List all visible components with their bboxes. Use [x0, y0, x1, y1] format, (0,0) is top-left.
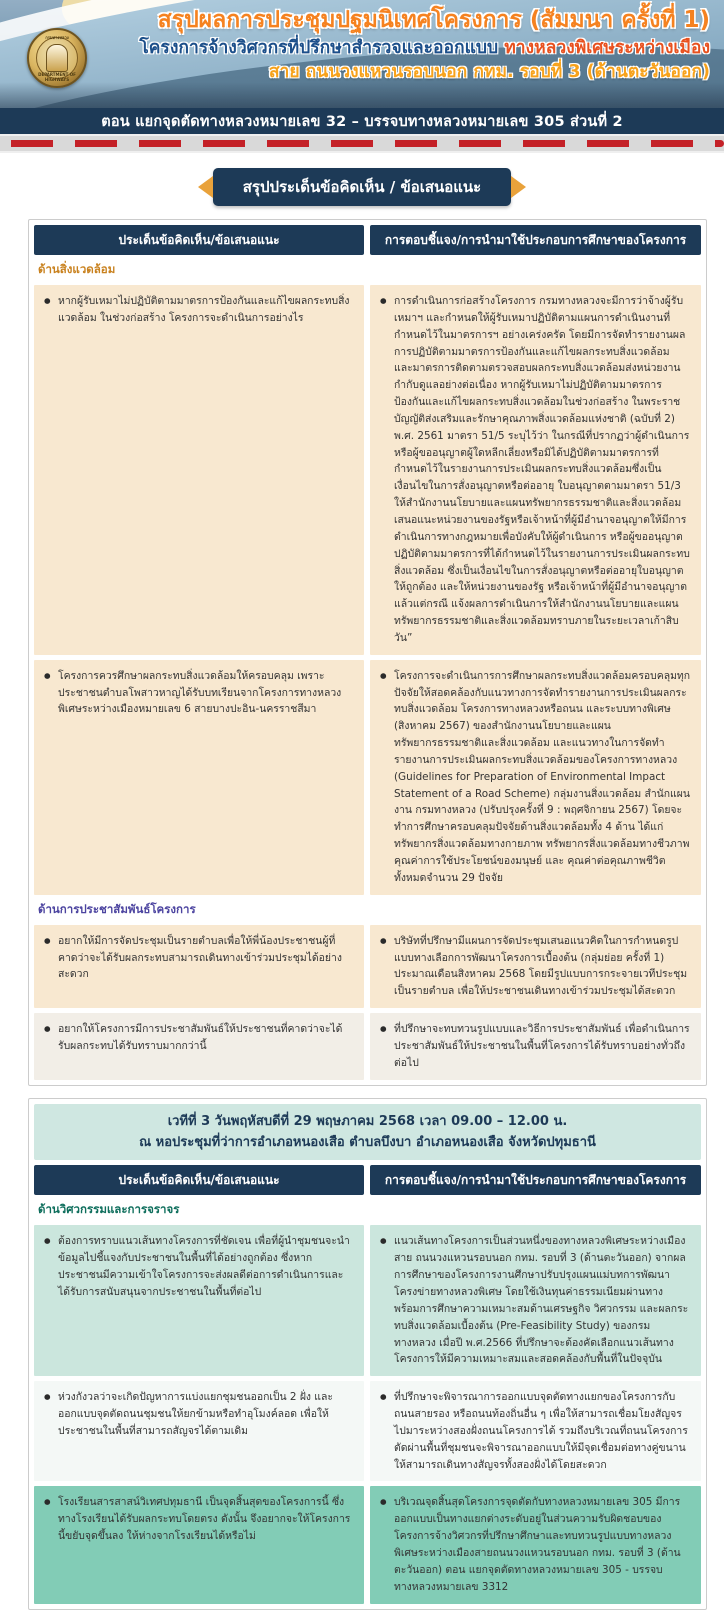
seal-text-bottom: DEPARTMENT OF HIGHWAYS	[38, 72, 76, 82]
table-row	[34, 1013, 701, 1080]
table-row	[34, 925, 701, 1008]
forum3-title-band	[34, 1104, 701, 1161]
project-title-red: ทางหลวงพิเศษระหว่างเมือง	[504, 38, 710, 59]
route-title: สาย ถนนวงแหวนรอบนอก กทม. รอบที่ 3 (ด้านตะวันออก)	[268, 61, 710, 82]
comment-cell: ● โครงการควรศึกษาผลกระทบสิ่งแวดล้อมให้ครอบคลุม เพราะประชาชนตำบลโพสาวหาญได้รับบทเรียนจากโครงการทางหลวงพิเศษระหว่างเมืองหมายเลข 6 สายบางปะอิน-นครราชสีมา	[34, 660, 364, 895]
section-label-engineering-traffic: ด้านวิศวกรรมและการจราจร	[38, 1202, 180, 1217]
response-cell: ● แนวเส้นทางโครงการเป็นส่วนหนึ่งของทางหลวงพิเศษระหว่างเมือง สาย ถนนวงแหวนรอบนอก กทม. รอบที่ 3 (ด้านตะวันออก) จากผลการศึกษาของโครงการงานศึกษาปรับปรุงแผนแม่บทการพัฒนาโครงข่ายทางหลวงพิเศษ โดยใช้เงินทุนค่าธรรมเนียมผ่านทาง พร้อมการศึกษาความเหมาะสมด้านเศรษฐกิจ วิศวกรรม และผลกระทบสิ่งแวดล้อมเบื้องต้น (Pre-Feasibility Study) ของกรมทางหลวง เมื่อปี พ.ศ.2566 ที่ปรึกษาจะต้องคัดเลือกแนวเส้นทางโครงการให้มีความเหมาะสมและสอดคล้องกับพื้นที่ในปัจจุบัน	[370, 1225, 701, 1376]
comment-cell: ● อยากให้มีการจัดประชุมเป็นรายตำบลเพื่อให้พี่น้องประชาชนผู้ที่คาดว่าจะได้รับผลกระทบสามารถเดินทางเข้าร่วมประชุมได้อย่างสะดวก	[34, 925, 364, 1008]
barrier-stripe	[0, 134, 724, 153]
seal-text-top: กรมทางหลวง	[45, 35, 69, 40]
response-cell: ● ที่ปรึกษาจะพิจารณาการออกแบบจุดตัดทางแยกของโครงการกับถนนสายรอง หรือถนนท้องถิ่นอื่น ๆ เพื่อให้สามารถเชื่อมโยงสัญจรไปมาระหว่างสองฝั่งถนนโครงการได้ รวมถึงบริเวณที่ถนนโครงการตัดผ่านพื้นที่ชุมชนจะพิจารณาออกแบบให้มีจุดเชื่อมต่อทางคู่ขนานให้สามารถเดินทางสัญจรทั้งสองฝั่งได้โดยสะดวก	[370, 1381, 701, 1481]
table1-col-header-left: ประเด็นข้อคิดเห็น/ข้อเสนอแนะ	[34, 225, 364, 255]
summary-banner-wrap	[0, 168, 724, 206]
comment-cell-highlighted: ● โรงเรียนสารสาสน์วิเทศปทุมธานี เป็นจุดสิ้นสุดของโครงการนี้ ซึ่งทางโรงเรียนได้รับผลกระทบโดยตรง ดังนั้น จึงอยากจะให้โครงการนี้ขยับจุดขึ้นลง ให้ห่างจากโรงเรียนได้หรือไม่	[34, 1486, 364, 1603]
section-route-band: ตอน แยกจุดตัดทางหลวงหมายเลข 32 – บรรจบทางหลวงหมายเลข 305 ส่วนที่ 2	[0, 108, 724, 134]
table-row	[34, 1381, 701, 1481]
summary-title-banner: สรุปประเด็นข้อคิดเห็น / ข้อเสนอแนะ	[213, 168, 512, 206]
response-cell-highlighted: ● บริเวณจุดสิ้นสุดโครงการจุดตัดกับทางหลวงหมายเลข 305 มีการออกแบบเป็นทางแยกต่างระดับอยู่ในส่วนความรับผิดชอบของโครงการจ้างวิศวกรที่ปรึกษาศึกษาและทบทวนรูปแบบทางหลวงพิเศษระหว่างเมืองสายถนนวงแหวนรอบนอก กทม. รอบที่ 3 (ด้านตะวันออก) ตอน แยกจุดตัดทางหลวงหมายเลข 305 - บรรจบทางหลวงหมายเลข 3312	[370, 1486, 701, 1603]
department-of-highways-seal-icon	[27, 28, 87, 88]
header-banner	[0, 0, 724, 153]
response-cell: ● การดำเนินการก่อสร้างโครงการ กรมทางหลวงจะมีการว่าจ้างผู้รับเหมาฯ และกำหนดให้ผู้รับเหมาปฏิบัติตามแผนการดำเนินงานที่กำหนดไว้ในมาตรการฯ อย่างเคร่งครัด โดยมีการจัดทำรายงานผลการปฏิบัติตามมาตรการป้องกันและแก้ไขผลกระทบสิ่งแวดล้อม และมาตรการติดตามตรวจสอบผลกระทบสิ่งแวดล้อมส่งหน่วยงานกำกับดูแลอย่างต่อเนื่อง หากผู้รับเหมาไม่ปฏิบัติตามมาตรการป้องกันและแก้ไขผลกระทบสิ่งแวดล้อมในช่วงก่อสร้าง ในพระราชบัญญัติส่งเสริมและรักษาคุณภาพสิ่งแวดล้อมแห่งชาติ (ฉบับที่ 2) พ.ศ. 2561 มาตรา 51/5 ระบุไว้ว่า ในกรณีที่ปรากฏว่าผู้ดำเนินการหรือผู้ขออนุญาตผู้ใดหลีกเลี่ยงหรือมิได้ปฏิบัติตามมาตรการที่กำหนดไว้ในรายงานการประเมินผลกระทบสิ่งแวดล้อมซึ่งเป็นเงื่อนไขในการสั่งอนุญาตหรือต่ออายุ ใบอนุญาตตามมาตรา 51/3 ให้สำนักงานนโยบายและแผนทรัพยากรธรรมชาติและสิ่งแวดล้อมเสนอแนะหน่วยงานของรัฐหรือเจ้าหน้าที่ผู้มีอำนาจอนุญาตให้มีการดำเนินการทางกฎหมายเพื่อบังคับให้ผู้ดำเนินการ หรือผู้ขออนุญาตปฏิบัติตามมาตรการที่ได้กำหนดไว้ในรายงานการประเมินผลกระทบสิ่งแวดล้อม ซึ่งเป็นเงื่อนไขในการสั่งอนุญาตหรือต่ออายุใบอนุญาตให้ถูกต้อง และให้หน่วยงานของรัฐ หรือเจ้าหน้าที่ผู้มีอำนาจอนุญาต แล้วแต่กรณี แจ้งผลการดำเนินการให้สำนักงานนโยบายและแผนทรัพยากรธรรมชาติและสิ่งแวดล้อมทราบภายในระยะเวลาเก้าสิบวัน”	[370, 285, 701, 655]
barrier-red-dashes	[0, 140, 724, 147]
project-title	[104, 38, 710, 59]
table-row	[34, 285, 701, 655]
comment-cell: ● ห่วงกังวลว่าจะเกิดปัญหาการแบ่งแยกชุมชนออกเป็น 2 ฝั่ง และออกแบบจุดตัดถนนชุมชนให้ยกข้ามหรือทำอุโมงค์ลอด เพื่อให้ประชาชนในพื้นที่สามารถสัญจรได้ตามเดิม	[34, 1381, 364, 1481]
forum3-title-line1: เวทีที่ 3 วันพฤหัสบดีที่ 29 พฤษภาคม 2568 เวลา 09.00 – 12.00 น.	[167, 1113, 568, 1129]
table2-col-header-right: การตอบชี้แจง/การนำมาใช้ประกอบการศึกษาของโครงการ	[370, 1165, 701, 1195]
section-label-environment: ด้านสิ่งแวดล้อม	[38, 262, 116, 276]
header-background	[0, 0, 724, 108]
table-row	[34, 1486, 701, 1603]
comments-table-1	[28, 219, 707, 1086]
comment-cell: ● หากผู้รับเหมาไม่ปฏิบัติตามมาตรการป้องกันและแก้ไขผลกระทบสิ่งแวดล้อม ในช่วงก่อสร้าง โครงการจะดำเนินการอย่างไร	[34, 285, 364, 655]
table-row	[34, 1225, 701, 1376]
response-cell: ● โครงการจะดำเนินการการศึกษาผลกระทบสิ่งแวดล้อมครอบคลุมทุกปัจจัยให้สอดคล้องกับแนวทางการจัดทำรายงานการประเมินผลกระทบสิ่งแวดล้อม โครงการทางหลวงหรือถนน และระบบทางพิเศษ (สิงหาคม 2567) ของสำนักงานนโยบายและแผนทรัพยากรธรรมชาติและสิ่งแวดล้อม และแนวทางในการจัดทำรายงานการประเมินผลกระทบสิ่งแวดล้อมของโครงการทางหลวง (Guidelines for Preparation of Environmental Impact Statement of a Road Scheme) กลุ่มงานสิ่งแวดล้อม สำนักแผนงาน กรมทางหลวง (ปรับปรุงครั้งที่ 9 : พฤศจิกายน 2567) โดยจะทำการศึกษาครอบคลุมปัจจัยด้านสิ่งแวดล้อมทั้ง 4 ด้าน ได้แก่ ทรัพยากรสิ่งแวดล้อมทางกายภาพ ทรัพยากรสิ่งแวดล้อมทางชีวภาพ คุณค่าการใช้ประโยชน์ของมนุษย์ และ คุณค่าต่อคุณภาพชีวิต ทั้งหมดจำนวน 29 ปัจจัย	[370, 660, 701, 895]
table2-col-header-left: ประเด็นข้อคิดเห็น/ข้อเสนอแนะ	[34, 1165, 364, 1195]
response-cell: ● บริษัทที่ปรึกษามีแผนการจัดประชุมเสนอแนวคิดในการกำหนดรูปแบบทางเลือกการพัฒนาโครงการเบื้องต้น (กลุ่มย่อย ครั้งที่ 1) ประมาณเดือนสิงหาคม 2568 โดยมีรูปแบบการกระจายเวทีประชุมเป็นรายตำบล เพื่อให้ประชาชนเดินทางเข้าร่วมประชุมได้สะดวก	[370, 925, 701, 1008]
section-label-public-relations: ด้านการประชาสัมพันธ์โครงการ	[38, 901, 196, 916]
header-titles	[104, 7, 710, 82]
table2-header-row	[34, 1165, 701, 1195]
road-photo-shade	[0, 82, 724, 108]
response-cell: ● ที่ปรึกษาจะทบทวนรูปแบบและวิธีการประชาสัมพันธ์ เพื่อดำเนินการประชาสัมพันธ์ให้ประชาชนในพื้นที่โครงการได้รับทราบอย่างทั่วถึงต่อไป	[370, 1013, 701, 1080]
main-title: สรุปผลการประชุมปฐมนิเทศโครงการ (สัมมนา ครั้งที่ 1)	[157, 7, 710, 33]
comment-cell: ● ต้องการทราบแนวเส้นทางโครงการที่ชัดเจน เพื่อที่ผู้นำชุมชนจะนำข้อมูลไปชี้แจงกับประชาชนในพื้นที่ได้อย่างถูกต้อง ซึ่งหากประชาชนมีความเข้าใจโครงการจะส่งผลดีต่อการดำเนินการและได้รับการสนับสนุนจากประชาชนในพื้นที่ต่อไป	[34, 1225, 364, 1376]
seal-crest	[46, 44, 68, 72]
table-row	[34, 660, 701, 895]
project-title-blue: โครงการจ้างวิศวกรที่ปรึกษาสำรวจและออกแบบ	[139, 38, 499, 59]
table1-header-row	[34, 225, 701, 255]
forum3-title-line2: ณ หอประชุมที่ว่าการอำเภอหนองเสือ ตำบลบึงบา อำเภอหนองเสือ จังหวัดปทุมธานี	[139, 1135, 596, 1151]
comment-cell: ● อยากให้โครงการมีการประชาสัมพันธ์ให้ประชาชนที่คาดว่าจะได้รับผลกระทบได้รับทราบมากกว่านี้	[34, 1013, 364, 1080]
comments-table-2	[28, 1098, 707, 1610]
table1-col-header-right: การตอบชี้แจง/การนำมาใช้ประกอบการศึกษาของโครงการ	[370, 225, 701, 255]
